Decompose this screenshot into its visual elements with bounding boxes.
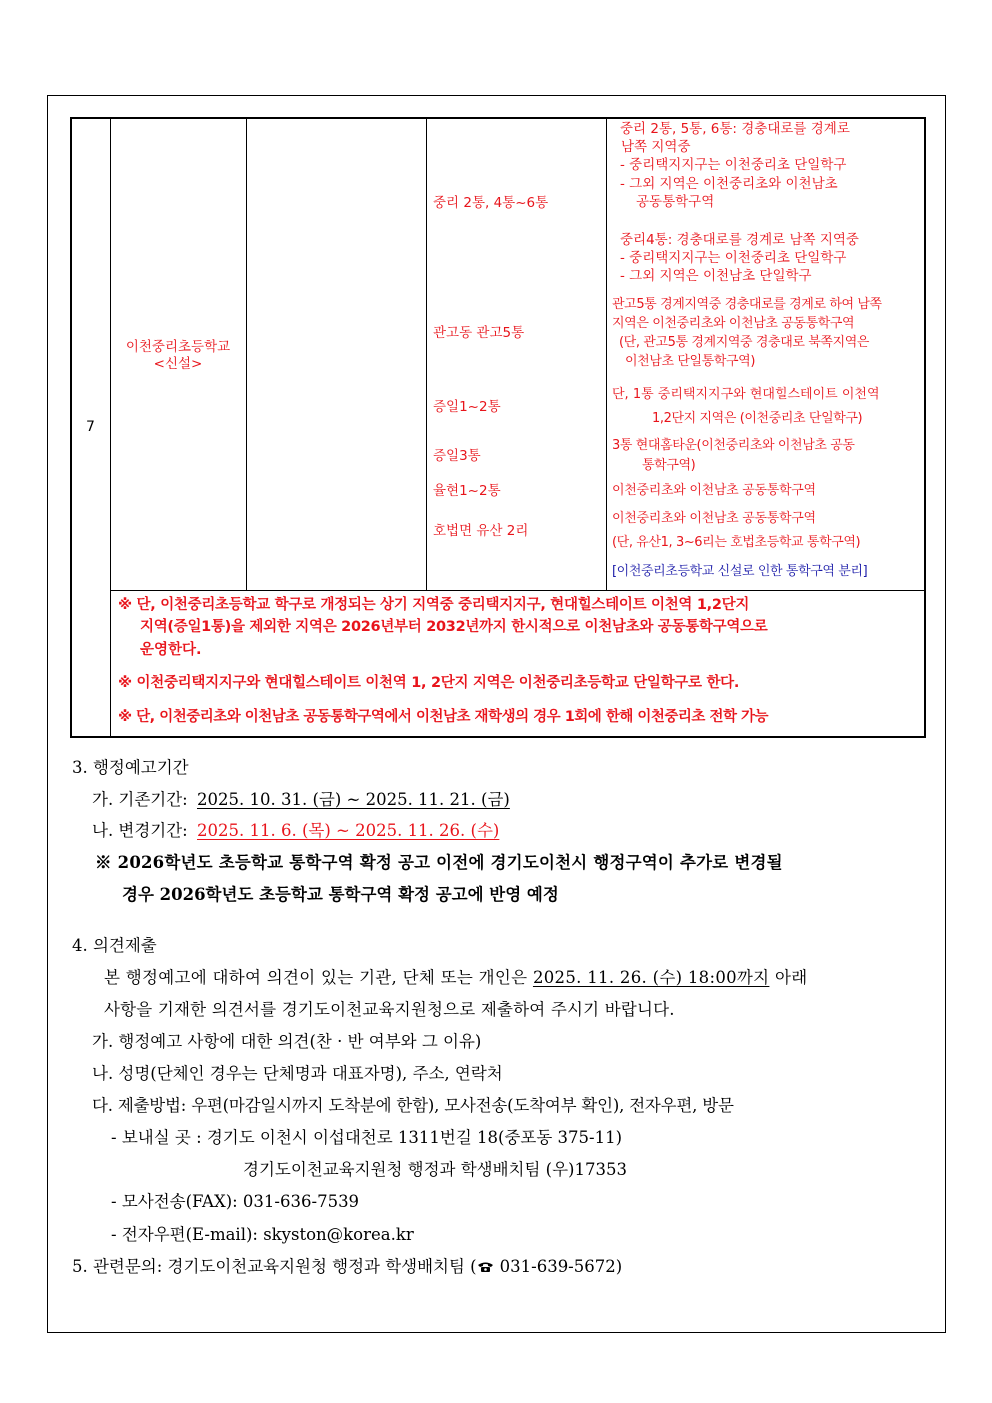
row-divider <box>110 590 926 591</box>
school-name: 이천중리초등학교 <box>125 339 231 355</box>
detail-line: 관고5통 경계지역중 경충대로를 경계로 하여 남쪽 <box>612 297 882 312</box>
intro-deadline: 2025. 11. 26. (수) 18:00까지 <box>532 968 770 987</box>
detail-line: 이천중리초와 이천남초 공동통학구역 <box>612 511 816 526</box>
detail-line: 중리 2통, 5통, 6통: 경충대로를 경계로 <box>620 121 850 137</box>
section4-intro <box>104 967 807 989</box>
detail-line: - 그외 지역은 이천중리초와 이천남초 <box>620 176 838 192</box>
email-line: - 전자우편(E-mail): skyston@korea.kr <box>111 1225 414 1244</box>
changed-period: 2025. 11. 6. (목) ~ 2025. 11. 26. (수) <box>197 821 500 840</box>
telephone-icon <box>477 1261 494 1273</box>
area-item: 호법면 유산 2리 <box>433 523 529 539</box>
table-note: ※ 이천중리택지지구와 현대힐스테이트 이천역 1, 2단지 지역은 이천중리초등학교 단일학구로 한다. <box>118 675 740 691</box>
address-line2: 경기도이천교육지원청 행정과 학생배치팀 (우)17353 <box>243 1160 627 1179</box>
area-item: 중리 2통, 4통~6통 <box>433 195 549 211</box>
detail-line: - 그외 지역은 이천남초 단일학구 <box>620 268 812 284</box>
section4-heading: 4. 의견제출 <box>72 936 157 955</box>
section3-note-line1: ※ 2026학년도 초등학교 통학구역 확정 공고 이전에 경기도이천시 행정구역이 추가로 변경될 <box>95 853 783 872</box>
detail-line: 중리4통: 경충대로를 경계로 남쪽 지역중 <box>620 232 859 248</box>
area-item: 율현1~2통 <box>433 483 501 499</box>
detail-line: (단, 관고5통 경계지역중 경충대로 북쪽지역은 <box>619 335 870 350</box>
section5-contact <box>72 1256 622 1278</box>
detail-line: - 중리택지지구는 이천중리초 단일학구 <box>620 157 847 173</box>
detail-line: (단, 유산1, 3~6리는 호법초등학교 통학구역) <box>612 535 861 550</box>
section4-intro-line2: 사항을 기재한 의견서를 경기도이천교육지원청으로 제출하여 주시기 바랍니다. <box>104 1000 675 1019</box>
row-number: 7 <box>86 419 95 435</box>
detail-line: 3통 현대홈타운(이천중리초와 이천남초 공동 <box>612 438 855 453</box>
intro-text: 아래 <box>774 968 808 987</box>
changed-period-label: 나. 변경기간: <box>92 821 188 840</box>
col-divider <box>426 119 427 591</box>
detail-line: 남쪽 지역중 <box>621 139 691 155</box>
item-na: 나. 성명(단체인 경우는 단체명과 대표자명), 주소, 연락처 <box>92 1064 503 1083</box>
section3-heading: 3. 행정예고기간 <box>72 758 189 777</box>
col-divider <box>110 119 111 738</box>
table-note: ※ 단, 이천중리초등학교 학구로 개정되는 상기 지역중 중리택지지구, 현대힐스테이트 이천역 1,2단지 <box>118 597 750 613</box>
original-period-row <box>92 789 510 811</box>
contact-text: 5. 관련문의: 경기도이천교육지원청 행정과 학생배치팀 ( <box>72 1257 477 1276</box>
fax-line: - 모사전송(FAX): 031-636-7539 <box>111 1192 360 1211</box>
col-divider <box>606 119 607 591</box>
separation-note: [이천중리초등학교 신설로 인한 통학구역 분리] <box>612 564 868 579</box>
col-divider <box>246 119 247 591</box>
detail-line: 1,2단지 지역은 (이천중리초 단일학구) <box>652 411 863 426</box>
detail-line: 통학구역) <box>642 458 696 473</box>
table-note: 운영한다. <box>140 642 202 658</box>
detail-line: - 중리택지지구는 이천중리초 단일학구 <box>620 250 847 266</box>
table-note: 지역(증일1통)을 제외한 지역은 2026년부터 2032년까지 한시적으로 이천남초와 공동통학구역으로 <box>140 619 768 635</box>
item-da: 다. 제출방법: 우편(마감일시까지 도착분에 한함), 모사전송(도착여부 확인), 전자우편, 방문 <box>92 1096 734 1115</box>
detail-line: 이천남초 단일통학구역) <box>625 354 755 369</box>
school-note: <신설> <box>153 356 203 372</box>
intro-text: 본 행정예고에 대하여 의견이 있는 기관, 단체 또는 개인은 <box>104 968 528 987</box>
item-ga: 가. 행정예고 사항에 대한 의견(찬 · 반 여부와 그 이유) <box>92 1032 482 1051</box>
address-line1: - 보내실 곳 : 경기도 이천시 이섭대천로 1311번길 18(중포동 375-11) <box>111 1128 623 1147</box>
detail-line: 공동통학구역 <box>636 194 715 210</box>
detail-line: 단, 1통 중리택지지구와 현대힐스테이트 이천역 <box>612 387 880 402</box>
area-item: 증일1~2통 <box>433 399 501 415</box>
detail-line: 지역은 이천중리초와 이천남초 공동통학구역 <box>612 316 855 331</box>
table-note: ※ 단, 이천중리초와 이천남초 공동통학구역에서 이천남초 재학생의 경우 1회에 한해 이천중리초 전학 가능 <box>118 709 769 725</box>
area-item: 증일3통 <box>433 448 481 464</box>
original-period: 2025. 10. 31. (금) ~ 2025. 11. 21. (금) <box>197 790 510 809</box>
section3-note-line2: 경우 2026학년도 초등학교 통학구역 확정 공고에 반영 예정 <box>122 885 559 904</box>
changed-period-row <box>92 820 499 842</box>
area-item: 관고동 관고5통 <box>433 325 525 341</box>
original-period-label: 가. 기존기간: <box>92 790 188 809</box>
contact-phone: 031-639-5672) <box>499 1257 623 1276</box>
detail-line: 이천중리초와 이천남초 공동통학구역 <box>612 483 816 498</box>
